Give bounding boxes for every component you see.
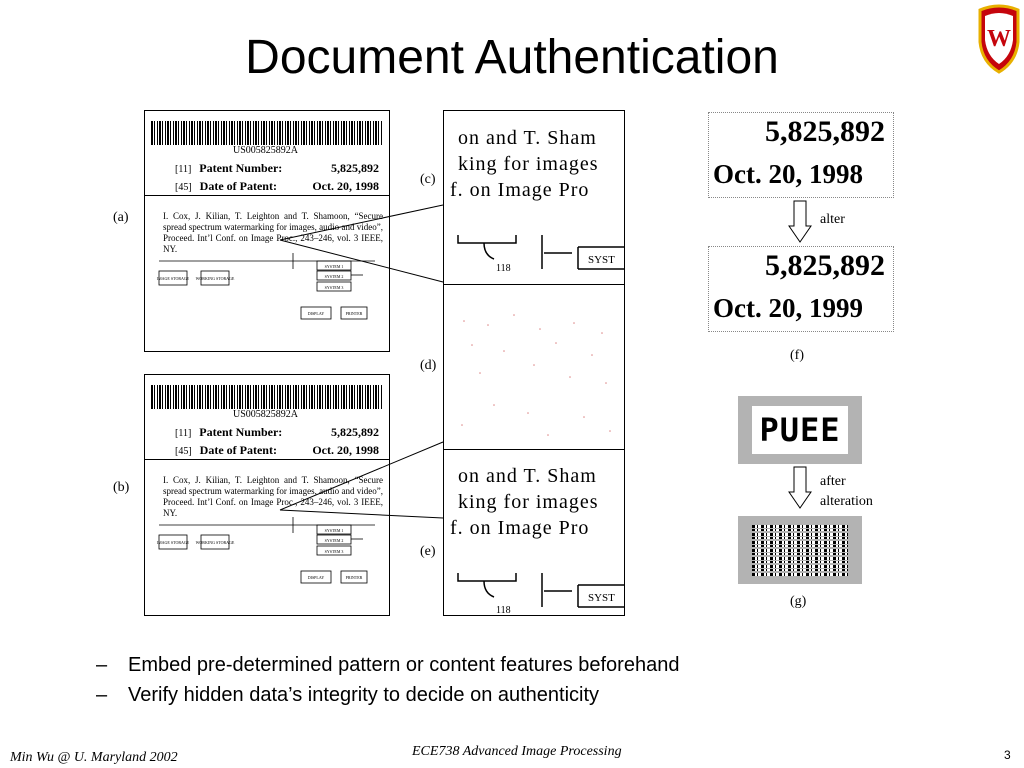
svg-text:WORKING STORAGE: WORKING STORAGE bbox=[195, 540, 235, 545]
corrupted-pattern-box bbox=[738, 516, 862, 584]
embedded-pattern-text: PUEE bbox=[759, 411, 841, 449]
figure-label-d: (d) bbox=[420, 358, 437, 373]
altered-patent-date: Oct. 20, 1999 bbox=[713, 293, 863, 323]
original-number-date-box bbox=[708, 112, 894, 198]
zoom-text-line: on and T. Sham bbox=[458, 465, 597, 487]
page-number: 3 bbox=[1004, 748, 1011, 762]
svg-text:WORKING STORAGE: WORKING STORAGE bbox=[195, 276, 235, 281]
patent-number-row: [11] Patent Number: 5,825,892 bbox=[175, 161, 379, 175]
svg-text:IMAGE STORAGE: IMAGE STORAGE bbox=[156, 276, 190, 281]
svg-text:PRINTER: PRINTER bbox=[345, 575, 363, 580]
barcode-number: US005825892A bbox=[233, 409, 299, 420]
citation-text: I. Cox, J. Kilian, T. Leighton and T. Shamoon, “Secure spread spectrum watermarking for images, audio and video”, Proceed. Int’l Conf. on Image Proc., 243–246, vol. 3 IEEE, NY. bbox=[163, 475, 383, 518]
after-alteration-label: after bbox=[820, 474, 846, 489]
svg-text:SYST: SYST bbox=[588, 592, 615, 604]
figure-label-f: (f) bbox=[790, 348, 804, 363]
footer-course: ECE738 Advanced Image Processing bbox=[412, 744, 622, 759]
embedded-pattern-box bbox=[738, 396, 862, 464]
patent-number-row: [11] Patent Number: 5,825,892 bbox=[175, 425, 379, 439]
svg-text:PRINTER: PRINTER bbox=[345, 311, 363, 316]
svg-text:SYST: SYST bbox=[588, 254, 615, 266]
svg-text:118: 118 bbox=[496, 263, 511, 274]
svg-text:IMAGE STORAGE: IMAGE STORAGE bbox=[156, 540, 190, 545]
patent-date-row: [45] Date of Patent: Oct. 20, 1998 bbox=[175, 443, 379, 457]
zoomed-region-panel bbox=[443, 110, 625, 616]
zoom-text-line: f. on Image Pro bbox=[450, 179, 590, 201]
down-arrow-icon bbox=[788, 466, 812, 510]
figure-label-e: (e) bbox=[420, 544, 436, 559]
patent-date-row: [45] Date of Patent: Oct. 20, 1998 bbox=[175, 179, 379, 193]
after-alteration-label: alteration bbox=[820, 494, 873, 509]
svg-text:W: W bbox=[987, 26, 1011, 52]
figure-label-b: (b) bbox=[113, 480, 130, 495]
svg-text:118: 118 bbox=[496, 605, 511, 615]
svg-text:DISPLAY: DISPLAY bbox=[307, 575, 325, 580]
figure-label-g: (g) bbox=[790, 594, 807, 609]
original-patent-date: Oct. 20, 1998 bbox=[713, 159, 863, 189]
zoom-diagram-fragment bbox=[444, 567, 624, 615]
alter-label: alter bbox=[820, 212, 845, 227]
altered-number-date-box bbox=[708, 246, 894, 332]
zoom-text-line: on and T. Sham bbox=[458, 127, 597, 149]
figure-label-a: (a) bbox=[113, 210, 129, 225]
slide-title: Document Authentication bbox=[245, 31, 779, 84]
zoom-text-line: f. on Image Pro bbox=[450, 517, 590, 539]
bullet-item: – Verify hidden data’s integrity to decide on authenticity bbox=[96, 684, 600, 706]
bullet-item: – Embed pre-determined pattern or content features beforehand bbox=[96, 654, 680, 676]
svg-text:SYSTEM 1: SYSTEM 1 bbox=[324, 528, 344, 533]
altered-patent-number: 5,825,892 bbox=[765, 249, 885, 282]
zoom-text-line: king for images bbox=[458, 153, 599, 175]
svg-text:SYSTEM 2: SYSTEM 2 bbox=[324, 538, 344, 543]
svg-text:SYSTEM 2: SYSTEM 2 bbox=[324, 274, 344, 279]
original-patent-number: 5,825,892 bbox=[765, 115, 885, 148]
svg-text:SYSTEM 3: SYSTEM 3 bbox=[324, 549, 344, 554]
zoom-diagram-fragment bbox=[444, 229, 624, 285]
svg-text:DISPLAY: DISPLAY bbox=[307, 311, 325, 316]
svg-text:SYSTEM 3: SYSTEM 3 bbox=[324, 285, 344, 290]
citation-text: I. Cox, J. Kilian, T. Leighton and T. Shamoon, “Secure spread spectrum watermarking for images, audio and video”, Proceed. Int’l Conf. on Image Proc., 243–246, vol. 3 IEEE, NY. bbox=[163, 211, 383, 254]
zoom-text-line: king for images bbox=[458, 491, 599, 513]
figure-label-c: (c) bbox=[420, 172, 436, 187]
svg-text:SYSTEM 1: SYSTEM 1 bbox=[324, 264, 344, 269]
difference-image bbox=[444, 285, 624, 449]
footer-author: Min Wu @ U. Maryland 2002 bbox=[10, 750, 178, 765]
down-arrow-icon bbox=[788, 200, 812, 244]
corrupted-pattern-noise bbox=[752, 524, 848, 576]
barcode-number: US005825892A bbox=[233, 145, 299, 156]
